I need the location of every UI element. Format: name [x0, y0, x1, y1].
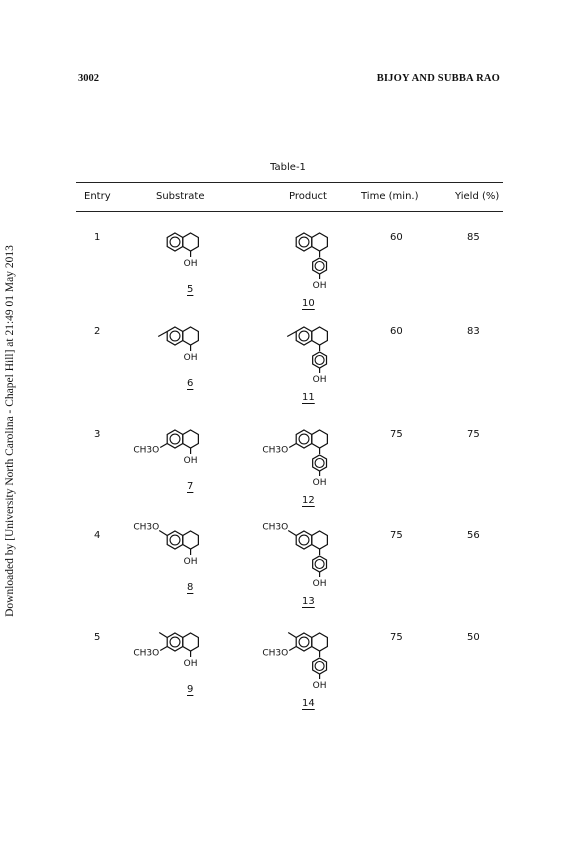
entry-cell: 2	[94, 326, 101, 337]
product-number: 12	[302, 495, 315, 506]
product-structure	[252, 222, 372, 302]
substrate-number: 6	[187, 378, 194, 389]
aromatic-circle	[299, 637, 309, 647]
oh-label: OH	[183, 353, 198, 363]
yield-cell: 83	[467, 326, 480, 337]
methyl-bond	[287, 332, 296, 337]
oh-label: OH	[312, 579, 327, 589]
saturated-ring	[183, 430, 199, 448]
column-header-entry: Entry	[84, 191, 111, 202]
substrate-number: 9	[187, 684, 194, 695]
methyl-bond	[288, 633, 296, 638]
time-cell: 75	[390, 429, 403, 440]
substrate-structure	[123, 316, 243, 376]
methyl-bond	[159, 633, 167, 638]
aromatic-circle	[170, 331, 180, 341]
aromatic-circle	[170, 637, 180, 647]
time-cell: 75	[390, 632, 403, 643]
product-structure	[252, 520, 372, 600]
column-header-product: Product	[289, 191, 327, 202]
methoxy-label: CH3O	[133, 522, 160, 533]
oh-label: OH	[312, 478, 327, 488]
phenol-circle	[315, 459, 324, 468]
methoxy-label: CH3O	[133, 445, 160, 456]
methoxy-label: CH3O	[133, 648, 160, 659]
saturated-ring	[312, 531, 328, 549]
substrate-number: 8	[187, 582, 194, 593]
methoxy-bond	[160, 444, 167, 448]
product-structure	[252, 419, 372, 499]
methoxy-bond	[159, 531, 167, 536]
product-structure	[252, 316, 372, 396]
aromatic-circle	[299, 535, 309, 545]
methoxy-bond	[289, 647, 296, 651]
substrate-structure	[123, 419, 243, 479]
aromatic-circle	[299, 237, 309, 247]
column-header-substrate: Substrate	[156, 191, 205, 202]
methoxy-label: CH3O	[262, 648, 289, 659]
phenol-circle	[315, 662, 324, 671]
oh-label: OH	[312, 281, 327, 291]
substrate-number: 5	[187, 284, 194, 295]
aromatic-circle	[170, 434, 180, 444]
substrate-number: 7	[187, 481, 194, 492]
oh-label: OH	[183, 659, 198, 669]
entry-cell: 5	[94, 632, 101, 643]
saturated-ring	[312, 430, 328, 448]
yield-cell: 56	[467, 530, 480, 541]
oh-label: OH	[183, 557, 198, 567]
column-header-yield: Yield (%)	[455, 191, 500, 202]
substrate-structure	[123, 622, 243, 682]
time-cell: 60	[390, 326, 403, 337]
methoxy-label: CH3O	[262, 445, 289, 456]
time-cell: 75	[390, 530, 403, 541]
methoxy-bond	[289, 444, 296, 448]
saturated-ring	[183, 531, 199, 549]
oh-label: OH	[312, 375, 327, 385]
aromatic-circle	[299, 331, 309, 341]
saturated-ring	[312, 633, 328, 651]
methoxy-label: CH3O	[262, 522, 289, 533]
aromatic-circle	[170, 237, 180, 247]
substrate-structure	[123, 222, 243, 282]
aromatic-circle	[170, 535, 180, 545]
phenol-circle	[315, 262, 324, 271]
yield-cell: 50	[467, 632, 480, 643]
yield-cell: 75	[467, 429, 480, 440]
page-number: 3002	[78, 73, 99, 84]
aromatic-circle	[299, 434, 309, 444]
entry-cell: 4	[94, 530, 101, 541]
phenol-circle	[315, 560, 324, 569]
substrate-structure	[123, 520, 243, 580]
methoxy-bond	[160, 647, 167, 651]
saturated-ring	[312, 327, 328, 345]
entry-cell: 1	[94, 232, 101, 243]
saturated-ring	[312, 233, 328, 251]
table-header-rule	[76, 211, 503, 212]
table-caption: Table-1	[270, 162, 306, 173]
product-number: 13	[302, 596, 315, 607]
time-cell: 60	[390, 232, 403, 243]
yield-cell: 85	[467, 232, 480, 243]
oh-label: OH	[183, 456, 198, 466]
saturated-ring	[183, 633, 199, 651]
saturated-ring	[183, 233, 199, 251]
download-watermark: Downloaded by [University North Carolina - Chapel Hill] at 21:49 01 May 2013	[4, 245, 16, 617]
product-number: 11	[302, 392, 315, 403]
product-number: 14	[302, 698, 315, 709]
product-structure	[252, 622, 372, 702]
column-header-time: Time (min.)	[361, 191, 419, 202]
product-number: 10	[302, 298, 315, 309]
oh-label: OH	[183, 259, 198, 269]
table-top-rule	[76, 182, 503, 183]
entry-cell: 3	[94, 429, 101, 440]
saturated-ring	[183, 327, 199, 345]
methyl-bond	[158, 332, 167, 337]
phenol-circle	[315, 356, 324, 365]
running-header-authors: BIJOY AND SUBBA RAO	[376, 73, 500, 84]
oh-label: OH	[312, 681, 327, 691]
methoxy-bond	[288, 531, 296, 536]
